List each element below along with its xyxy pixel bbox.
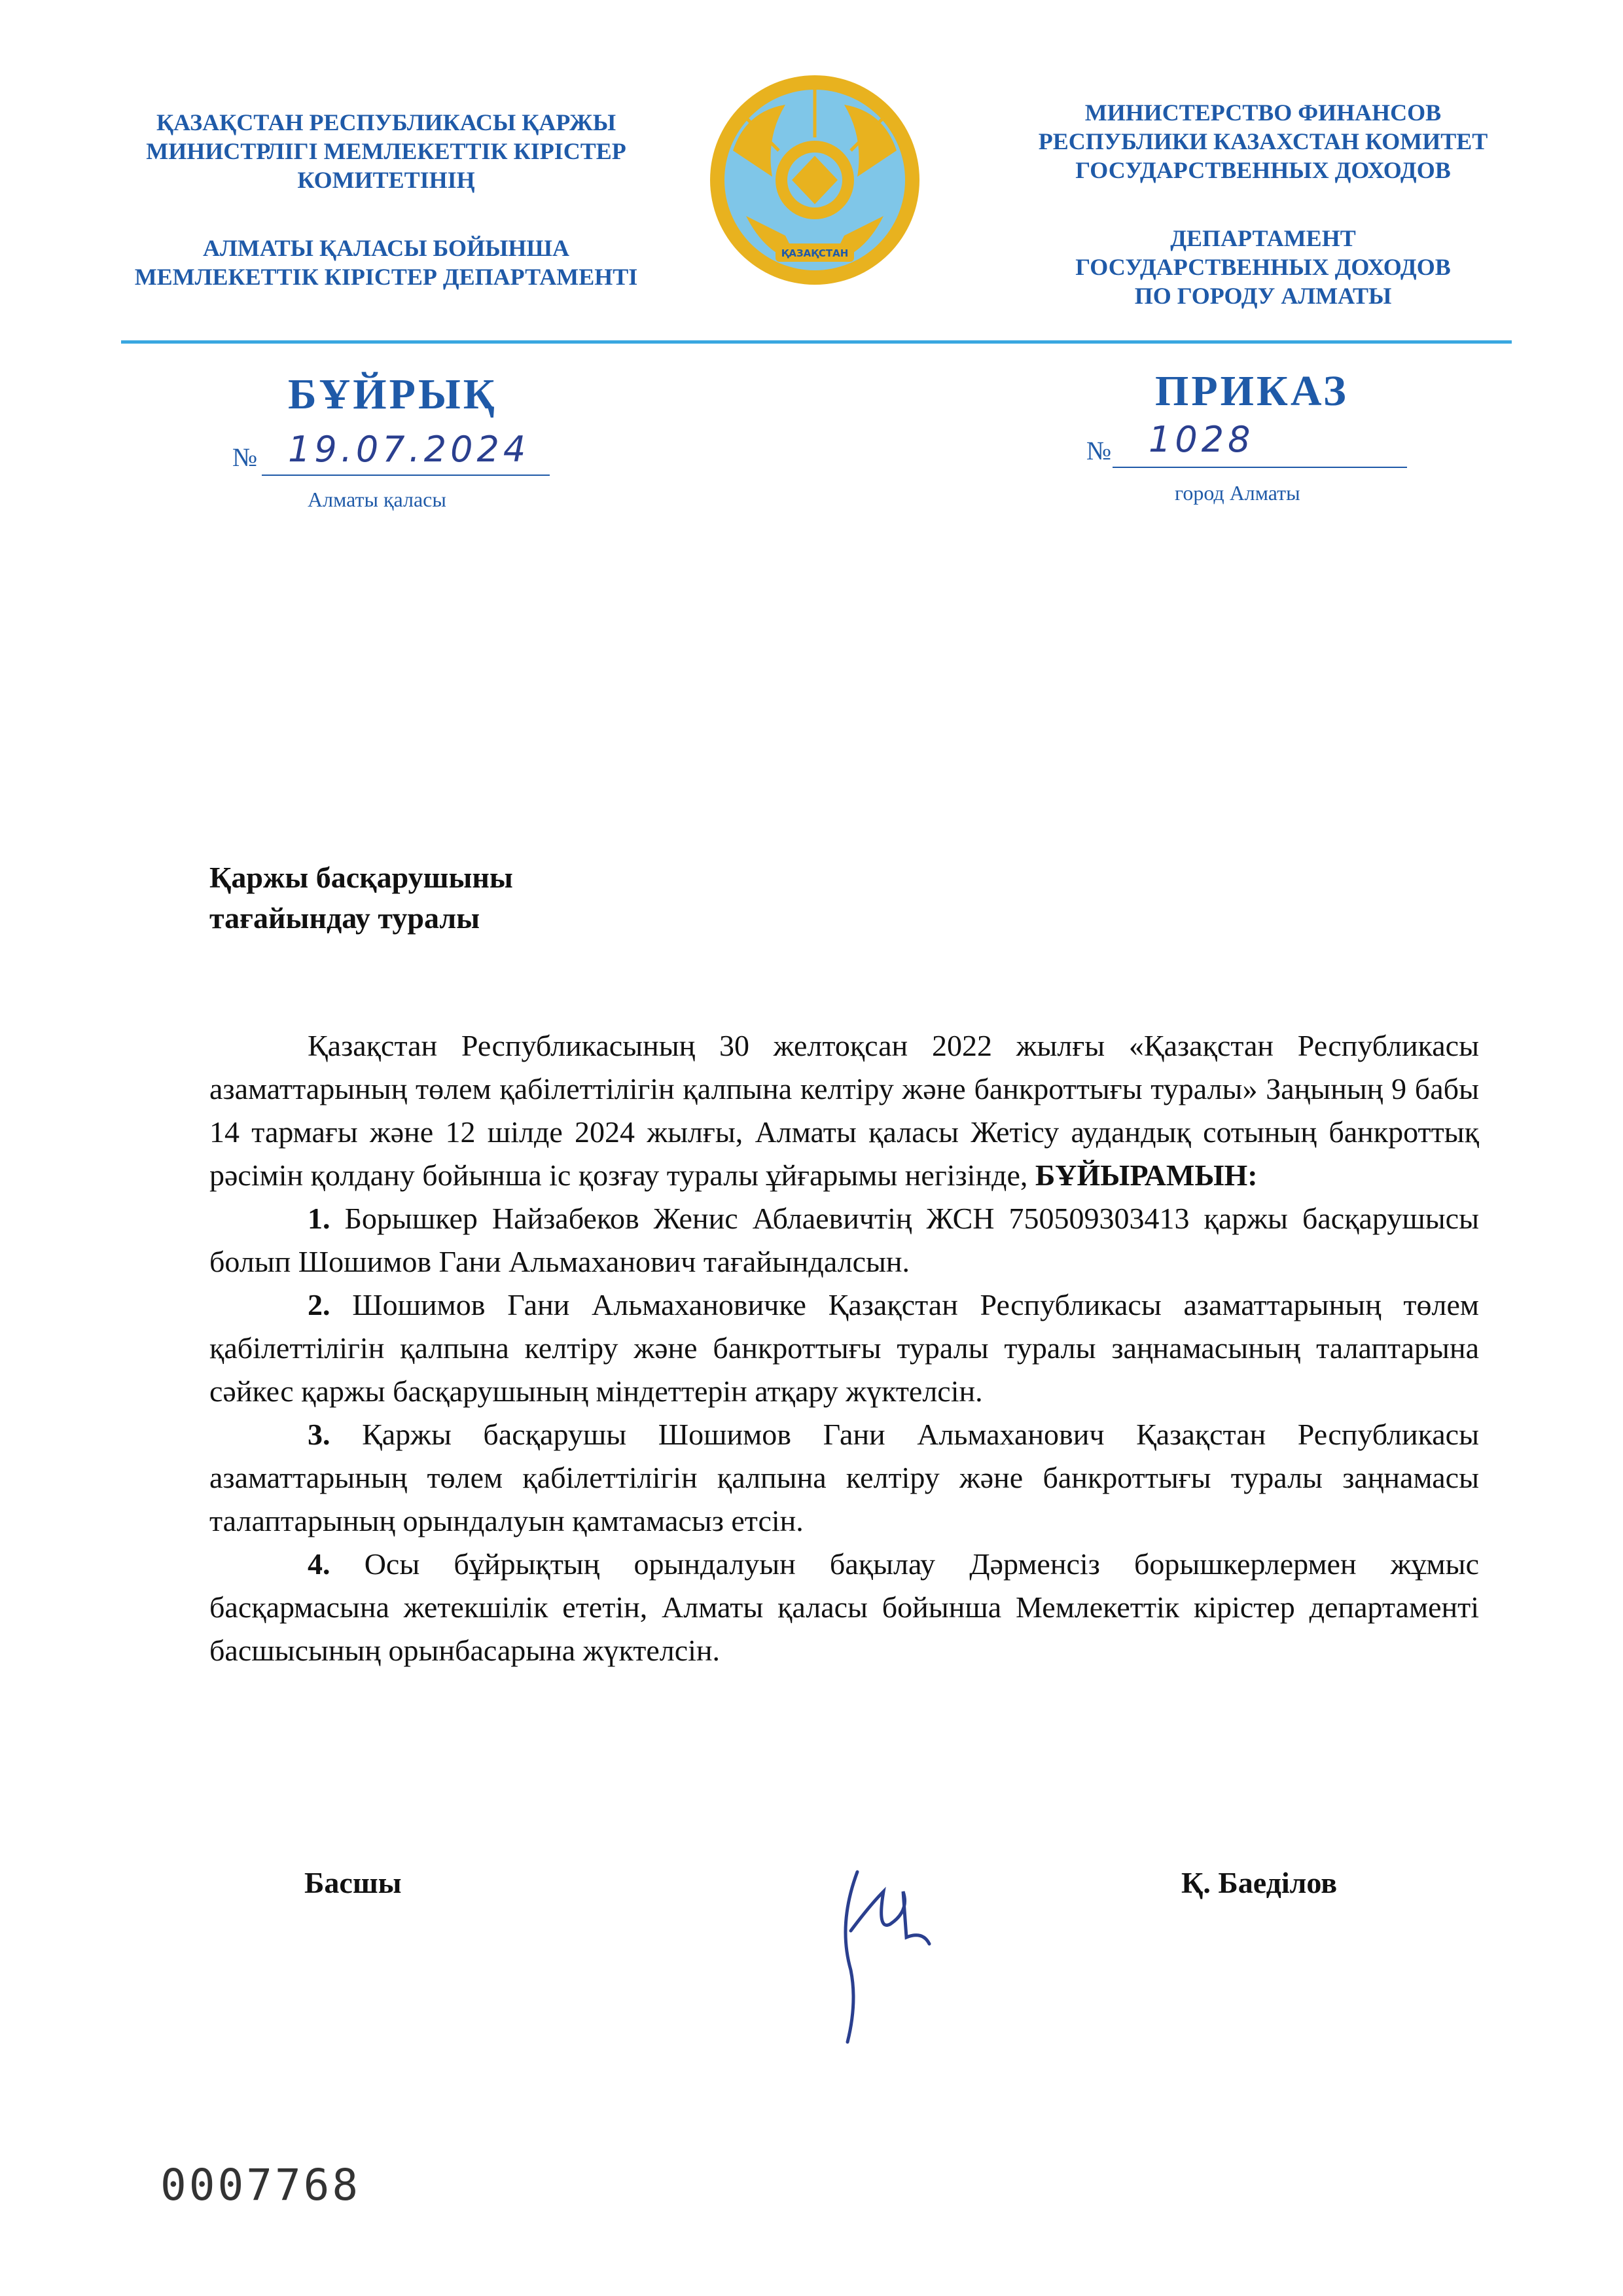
ru-department-line-1: ДЕПАРТАМЕНТ xyxy=(1170,225,1356,251)
handwritten-number: 1028 xyxy=(1149,419,1255,460)
serial-number: 0007768 xyxy=(160,2160,361,2210)
kz-ministry-line-3: КОМИТЕТІНІҢ xyxy=(297,167,475,193)
item-number: 1. xyxy=(308,1202,330,1235)
doc-type-kz: БҰЙРЫҚ xyxy=(288,370,497,418)
number-label-ru: № xyxy=(1086,436,1112,465)
handwritten-signature xyxy=(812,1852,942,2049)
document-body xyxy=(209,1024,1479,1672)
kz-department-line-2: МЕМЛЕКЕТТІК КІРІСТЕР ДЕПАРТАМЕНТІ xyxy=(134,264,638,290)
preamble-paragraph xyxy=(209,1024,1479,1197)
ru-ministry-line-1: МИНИСТЕРСТВО ФИНАНСОВ xyxy=(1084,99,1442,126)
preamble-decree: БҰЙЫРАМЫН: xyxy=(1035,1158,1258,1192)
kz-ministry-line-1: ҚАЗАҚСТАН РЕСПУБЛИКАСЫ ҚАРЖЫ xyxy=(156,109,616,135)
city-kz: Алматы қаласы xyxy=(308,488,446,511)
title-line-2: тағайындау туралы xyxy=(209,901,480,935)
number-label-kz: № xyxy=(232,442,258,472)
ru-department-line-3: ПО ГОРОДУ АЛМАТЫ xyxy=(1134,283,1392,309)
item-number: 2. xyxy=(308,1288,330,1321)
ru-ministry-line-3: ГОСУДАРСТВЕННЫХ ДОХОДОВ xyxy=(1075,157,1451,183)
item-number: 4. xyxy=(308,1547,330,1581)
item-text: Борышкер Найзабеков Женис Аблаевичтің ЖСН 750509303413 қаржы басқарушысы болып Шошимов Гани Альмаханович тағайындалсын. xyxy=(209,1202,1480,1278)
kz-department-line-1: АЛМАТЫ ҚАЛАСЫ БОЙЫНША xyxy=(203,235,569,261)
item-number: 3. xyxy=(308,1418,330,1451)
ru-ministry-line-2: РЕСПУБЛИКИ КАЗАХСТАН КОМИТЕТ xyxy=(1038,128,1488,154)
title-line-1: Қаржы басқарушыны xyxy=(209,861,513,894)
item-1 xyxy=(209,1197,1479,1283)
preamble-text: Қазақстан Республикасының 30 желтоқсан 2022 жылғы «Қазақстан Республикасы азаматтарының төлем қабілеттілігін қалпына келтіру және банкроттығы туралы» Заңының 9 бабы 14 тармағы және 12 шілде 2024 жылғы, Алматы қаласы Жетісу аудандық сотының банкроттық рәсімін қолдану бойынша іс қозғау туралы ұйғарымы негізінде, xyxy=(209,1029,1479,1192)
item-text: Қаржы басқарушы Шошимов Гани Альмаханович Қазақстан Республикасы азаматтарының төлем қабілеттілігін қалпына келтіру және банкроттығы туралы заңнамасы талаптарының орындалуын қамтамасыз етсін. xyxy=(209,1418,1479,1537)
document-title xyxy=(209,857,513,939)
item-text: Шошимов Гани Альмахановичке Қазақстан Республикасы азаматтарының төлем қабілеттілігін қалпына келтіру және банкроттығы туралы туралы заңнамасының талаптарына сәйкес қаржы басқарушының міндеттерін атқару жүктелсін. xyxy=(209,1288,1480,1408)
header-kz xyxy=(111,108,661,291)
header-ru xyxy=(988,98,1538,310)
emblem-caption: ҚАЗАҚСТАН xyxy=(781,247,849,259)
city-ru: город Алматы xyxy=(1175,481,1300,505)
ru-department-line-2: ГОСУДАРСТВЕННЫХ ДОХОДОВ xyxy=(1075,254,1451,280)
header-divider xyxy=(121,340,1512,344)
signatory-name: Қ. Баеділов xyxy=(1181,1866,1338,1899)
item-4 xyxy=(209,1543,1479,1672)
kz-ministry-line-2: МИНИСТРЛІГІ МЕМЛЕКЕТТІК КІРІСТЕР xyxy=(146,138,626,164)
doc-type-ru: ПРИКАЗ xyxy=(1155,367,1349,415)
item-3 xyxy=(209,1413,1479,1543)
item-2 xyxy=(209,1283,1479,1413)
signatory-position: Басшы xyxy=(304,1866,402,1899)
item-text: Осы бұйрықтың орындалуын бақылау Дәрменсіз борышкерлермен жұмыс басқармасына жетекшілік ететін, Алматы қаласы бойынша Мемлекеттік кірістер департаменті басшысының орынбасарына жүктелсін. xyxy=(209,1547,1479,1667)
state-emblem-icon xyxy=(707,72,923,295)
handwritten-date: 19.07.2024 xyxy=(288,429,530,470)
